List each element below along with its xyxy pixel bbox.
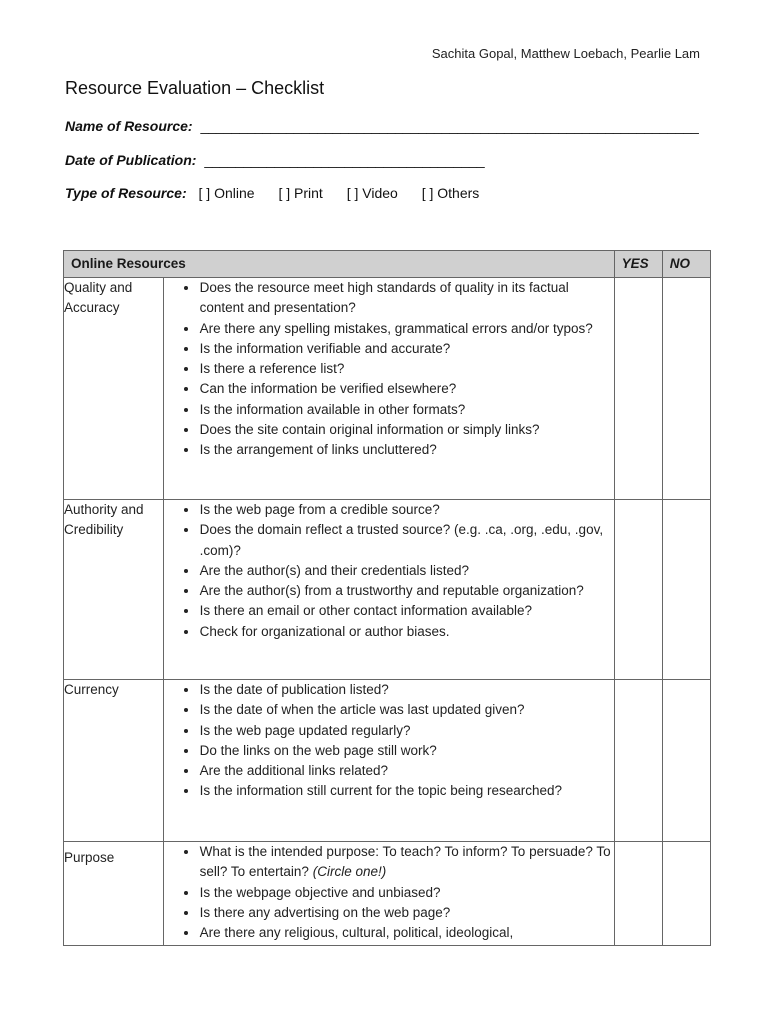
type-option-video[interactable]: [ ] Video bbox=[346, 185, 398, 201]
section-authority-and-credibility bbox=[64, 500, 711, 680]
question-list-cell bbox=[163, 500, 614, 680]
list-item: • Is the webpage objective and unbiased? bbox=[199, 883, 614, 903]
type-of-resource-label: Type of Resource: bbox=[65, 185, 187, 201]
evaluation-checklist-table bbox=[63, 250, 711, 946]
header-yes: YES bbox=[614, 251, 662, 278]
name-of-resource-label: Name of Resource: bbox=[65, 118, 193, 134]
question-list-cell bbox=[163, 680, 614, 842]
name-of-resource-row bbox=[65, 118, 699, 134]
question-list-cell bbox=[163, 278, 614, 500]
table-header-row bbox=[64, 251, 711, 278]
date-of-publication-label: Date of Publication: bbox=[65, 152, 197, 168]
list-item: • Is there an email or other contact information available? bbox=[199, 601, 614, 621]
list-item: • Does the site contain original information or simply links? bbox=[199, 420, 614, 440]
list-item: • Is there a reference list? bbox=[199, 359, 614, 379]
question-list bbox=[164, 842, 614, 943]
no-checkbox-cell[interactable] bbox=[662, 278, 710, 500]
section-purpose bbox=[64, 842, 711, 946]
list-item: • Are the author(s) and their credentials listed? bbox=[199, 561, 614, 581]
section-currency bbox=[64, 680, 711, 842]
list-item: • Does the resource meet high standards of quality in its factual content and presentation? bbox=[199, 278, 614, 319]
type-option-print[interactable]: [ ] Print bbox=[278, 185, 323, 201]
question-list bbox=[164, 500, 614, 642]
document-title: Resource Evaluation – Checklist bbox=[65, 78, 325, 98]
type-of-resource-row bbox=[65, 185, 491, 201]
list-item: • Do the links on the web page still work? bbox=[199, 741, 614, 761]
list-item: • Is the date of when the article was last updated given? bbox=[199, 700, 614, 720]
yes-checkbox-cell[interactable] bbox=[614, 842, 662, 946]
section-quality-and-accuracy bbox=[64, 278, 711, 500]
yes-checkbox-cell[interactable] bbox=[614, 278, 662, 500]
question-list-cell bbox=[163, 842, 614, 946]
list-item bbox=[199, 842, 614, 883]
list-item: • Can the information be verified elsewhere? bbox=[199, 379, 614, 399]
date-of-publication-blank[interactable]: ____________________________________ bbox=[204, 152, 485, 168]
no-checkbox-cell[interactable] bbox=[662, 842, 710, 946]
category-label: Purpose bbox=[64, 842, 164, 946]
question-list bbox=[164, 278, 614, 461]
category-label: Currency bbox=[64, 680, 164, 842]
list-item: • Is the web page from a credible source? bbox=[199, 500, 614, 520]
category-label: Authority and Credibility bbox=[64, 500, 164, 680]
list-item: • Is the web page updated regularly? bbox=[199, 721, 614, 741]
list-item: • Are the author(s) from a trustworthy and reputable organization? bbox=[199, 581, 614, 601]
list-item: • Check for organizational or author biases. bbox=[199, 622, 614, 642]
list-item: • Are there any spelling mistakes, grammatical errors and/or typos? bbox=[199, 319, 614, 339]
header-no: NO bbox=[662, 251, 710, 278]
no-checkbox-cell[interactable] bbox=[662, 500, 710, 680]
list-item: • Is the arrangement of links uncluttered? bbox=[199, 440, 614, 460]
type-option-others[interactable]: [ ] Others bbox=[421, 185, 480, 201]
list-item: • Is there any advertising on the web page? bbox=[199, 903, 614, 923]
circle-one-note: (Circle one!) bbox=[312, 864, 387, 880]
list-item: • Does the domain reflect a trusted source? (e.g. .ca, .org, .edu, .gov, .com)? bbox=[199, 520, 614, 561]
category-label: Quality and Accuracy bbox=[64, 278, 164, 500]
type-option-online[interactable]: [ ] Online bbox=[198, 185, 255, 201]
question-list bbox=[164, 680, 614, 802]
no-checkbox-cell[interactable] bbox=[662, 680, 710, 842]
name-of-resource-blank[interactable]: ________________________________________________________________ bbox=[200, 118, 699, 134]
purpose-question-text: What is the intended purpose: To teach? To inform? To persuade? To sell? To entertain? bbox=[199, 844, 611, 880]
yes-checkbox-cell[interactable] bbox=[614, 680, 662, 842]
header-online-resources: Online Resources bbox=[64, 251, 615, 278]
date-of-publication-row bbox=[65, 152, 485, 168]
authors-line: Sachita Gopal, Matthew Loebach, Pearlie Lam bbox=[431, 46, 700, 61]
list-item: • Is the information available in other formats? bbox=[199, 400, 614, 420]
list-item: • Are there any religious, cultural, political, ideological, bbox=[199, 923, 614, 943]
list-item: • Is the date of publication listed? bbox=[199, 680, 614, 700]
list-item: • Is the information still current for the topic being researched? bbox=[199, 781, 614, 801]
yes-checkbox-cell[interactable] bbox=[614, 500, 662, 680]
list-item: • Is the information verifiable and accurate? bbox=[199, 339, 614, 359]
list-item: • Are the additional links related? bbox=[199, 761, 614, 781]
